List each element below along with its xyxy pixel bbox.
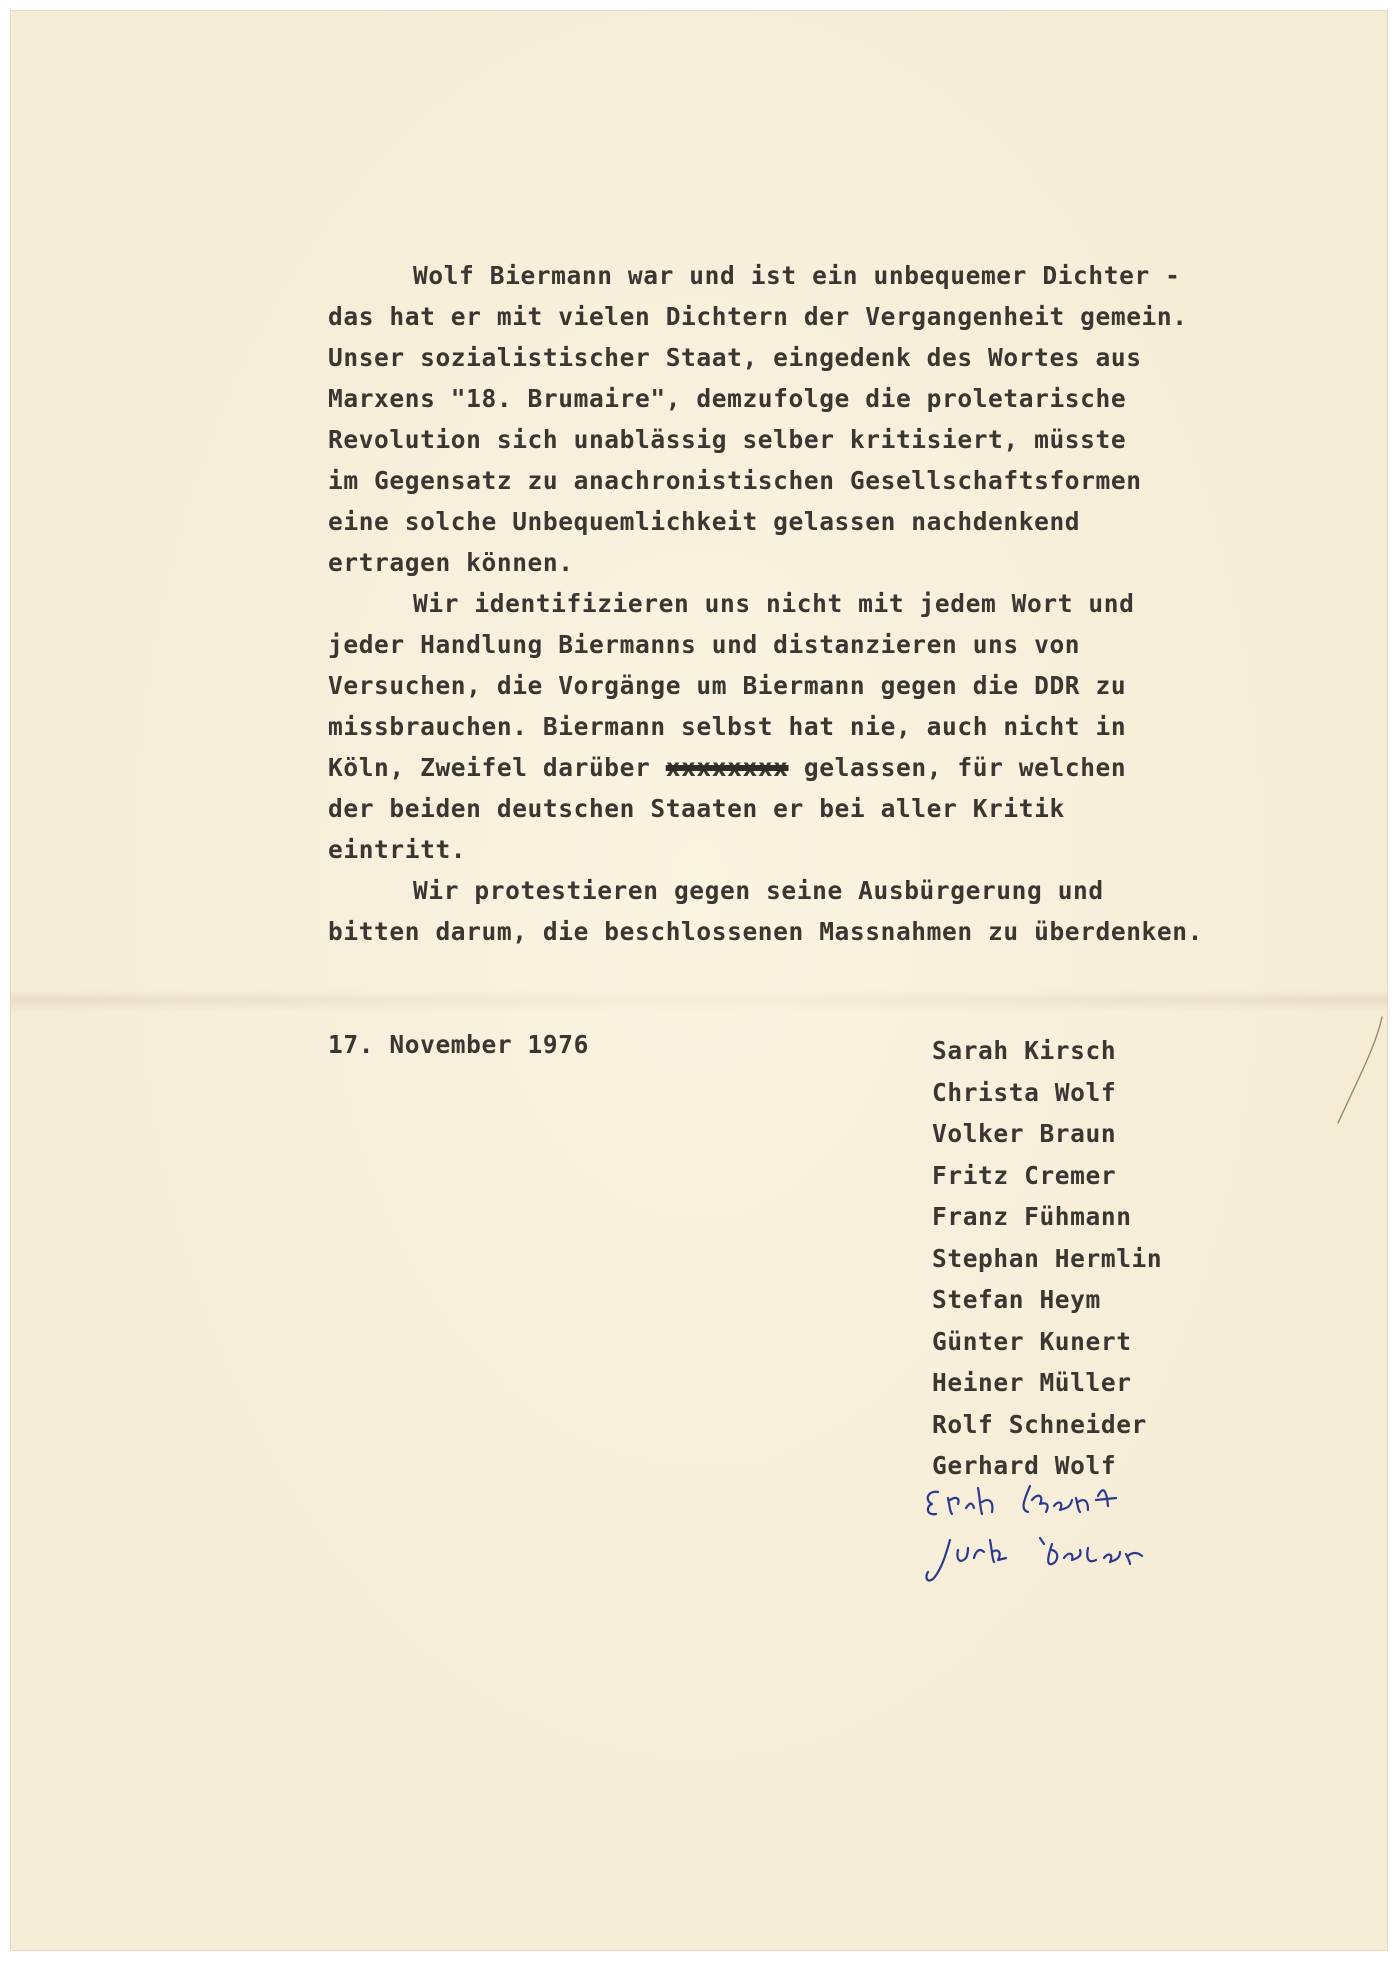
signatory-name: Franz Fühmann xyxy=(932,1202,1132,1231)
signatory-name: Rolf Schneider xyxy=(932,1409,1147,1439)
letter-line: Wolf Biermann war und ist ein unbequemer Dichter - xyxy=(413,261,1181,290)
letter-body xyxy=(328,255,1288,952)
letter-line: eintritt. xyxy=(328,835,467,864)
signatory-name: Gerhard Wolf xyxy=(932,1451,1117,1480)
signatory-list xyxy=(932,1030,1292,1487)
signatory-name: Stephan Hermlin xyxy=(932,1243,1163,1273)
struck-out-word: xxxxxxxx xyxy=(665,753,789,782)
letter-line-end: gelassen, für welchen xyxy=(803,753,1127,782)
letter-line: Unser sozialistischer Staat, eingedenk des Wortes aus xyxy=(328,343,1142,372)
signatory-name: Sarah Kirsch xyxy=(932,1036,1117,1065)
letter-line: im Gegensatz zu anachronistischen Gesellschaftsformen xyxy=(328,466,1142,495)
signatory-name: Stefan Heym xyxy=(932,1285,1101,1314)
letter-line: eine solche Unbequemlichkeit gelassen nachdenkend xyxy=(328,507,1081,536)
letter-line: Wir protestieren gegen seine Ausbürgerung und xyxy=(413,876,1104,905)
letter-date: 17. November 1976 xyxy=(328,1030,589,1059)
signatory-name: Günter Kunert xyxy=(932,1326,1132,1356)
letter-line-start: Köln, Zweifel darüber xyxy=(328,753,651,782)
signature-erich-arendt xyxy=(928,1486,1116,1514)
letter-line: bitten darum, die beschlossenen Massnahmen zu überdenken. xyxy=(328,917,1203,946)
letter-line: Versuchen, die Vorgänge um Biermann gegen die DDR zu xyxy=(328,671,1127,700)
letter-page xyxy=(10,10,1388,1951)
letter-line: das hat er mit vielen Dichtern der Vergangenheit gemein. xyxy=(328,302,1188,331)
letter-line: missbrauchen. Biermann selbst hat nie, auch nicht in xyxy=(328,712,1127,741)
letter-line: der beiden deutschen Staaten er bei aller Kritik xyxy=(328,794,1065,823)
letter-line-with-strikeout xyxy=(328,747,1288,788)
paper-crease xyxy=(1330,1015,1390,1125)
letter-line: Marxens "18. Brumaire", demzufolge die proletarische xyxy=(328,384,1127,413)
signatory-name: Fritz Cremer xyxy=(932,1160,1117,1190)
letter-line: jeder Handlung Biermanns und distanzieren uns von xyxy=(328,630,1081,659)
signatory-name: Christa Wolf xyxy=(932,1077,1117,1107)
letter-line: ertragen können. xyxy=(328,548,574,577)
letter-line: Revolution sich unablässig selber kritisiert, müsste xyxy=(328,425,1127,454)
handwritten-signatures xyxy=(920,1478,1200,1598)
signatory-name: Heiner Müller xyxy=(932,1368,1132,1397)
signatory-name: Volker Braun xyxy=(932,1119,1117,1148)
letter-line: Wir identifizieren uns nicht mit jedem Wort und xyxy=(413,589,1135,618)
signature-jurek-becker xyxy=(926,1538,1142,1580)
